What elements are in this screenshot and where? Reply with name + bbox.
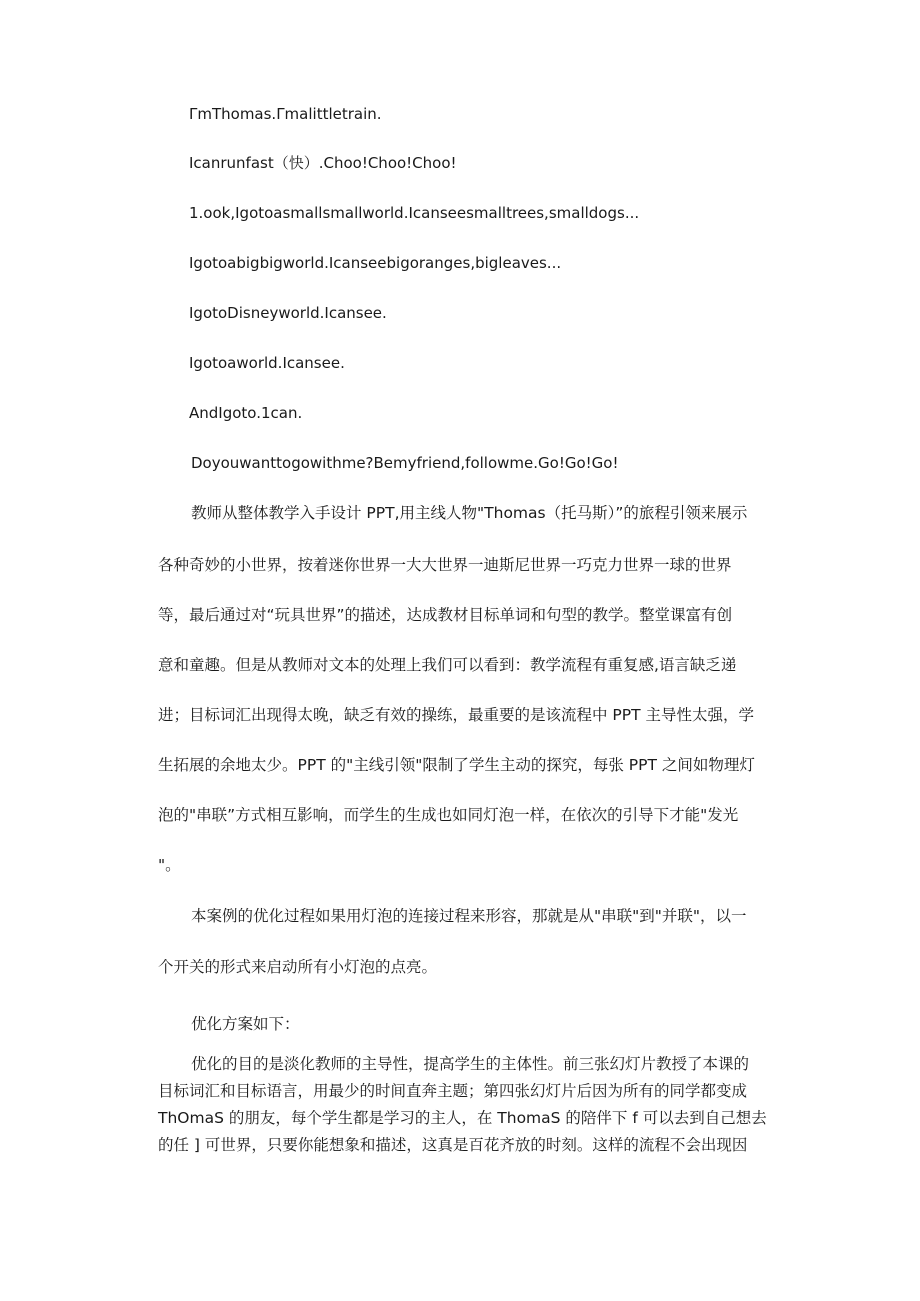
paragraph-line: 的任 ] 可世界，只要你能想象和描述，这真是百花齐放的时刻。这样的流程不会出现因 (158, 1136, 748, 1154)
paragraph-line: 等，最后通过对“玩具世界”的描述，达成教材目标单词和句型的教学。整堂课富有创 (158, 606, 733, 624)
paragraph-line: 意和童趣。但是从教师对文本的处理上我们可以看到：教学流程有重复感,语言缺乏递 (158, 656, 737, 674)
paragraph-line: 泡的"串联”方式相互影响，而学生的生成也如同灯泡一样，在依次的引导下才能"发光 (158, 806, 739, 824)
story-line: Igotoaworld.Icansee. (189, 354, 345, 372)
story-line: Doyouwanttogowithme?Bemyfriend,followme.Go!Go!Go! (191, 454, 619, 472)
paragraph-line: 本案例的优化过程如果用灯泡的连接过程来形容，那就是从"串联"到"并联"，以一 (191, 907, 747, 925)
paragraph-line: 各种奇妙的小世界，按着迷你世界一大大世界一迪斯尼世界一巧克力世界一球的世界 (158, 556, 732, 574)
story-line: AndIgoto.1can. (189, 404, 303, 422)
story-line: ΓmThomas.Γmalittletrain. (189, 105, 382, 123)
story-line: IgotoDisneyworld.Icansee. (189, 304, 387, 322)
paragraph-line: ThOmaS 的朋友，每个学生都是学习的主人，在 ThomaS 的陪伴下 f 可以去到自己想去 (158, 1109, 767, 1127)
story-line: Igotoabigbigworld.Icanseebigoranges,bigleaves... (189, 254, 562, 272)
paragraph-line: 进；目标词汇出现得太晚，缺乏有效的操练，最重要的是该流程中 PPT 主导性太强，学 (158, 706, 755, 724)
paragraph-line: 个开关的形式来启动所有小灯泡的点亮。 (158, 958, 438, 976)
paragraph-line: 优化的目的是淡化教师的主导性，提高学生的主体性。前三张幻灯片教授了本课的 (191, 1055, 750, 1073)
section-heading: 优化方案如下： (191, 1015, 300, 1033)
story-line: 1.ook,Igotoasmallsmallworld.Icanseesmalltrees,smalldogs... (189, 204, 640, 222)
paragraph-line: "。 (158, 856, 181, 874)
paragraph-line: 生拓展的余地太少。PPT 的"主线引领"限制了学生主动的探究，每张 PPT 之间如物理灯 (158, 756, 755, 774)
paragraph-line: 目标词汇和目标语言，用最少的时间直奔主题；第四张幻灯片后因为所有的同学都变成 (158, 1082, 748, 1100)
story-line: Icanrunfast（快）.Choo!Choo!Choo! (189, 154, 457, 172)
paragraph-line: 教师从整体教学入手设计 PPT,用主线人物"Thomas（托马斯）”的旅程引领来展示 (191, 504, 748, 522)
